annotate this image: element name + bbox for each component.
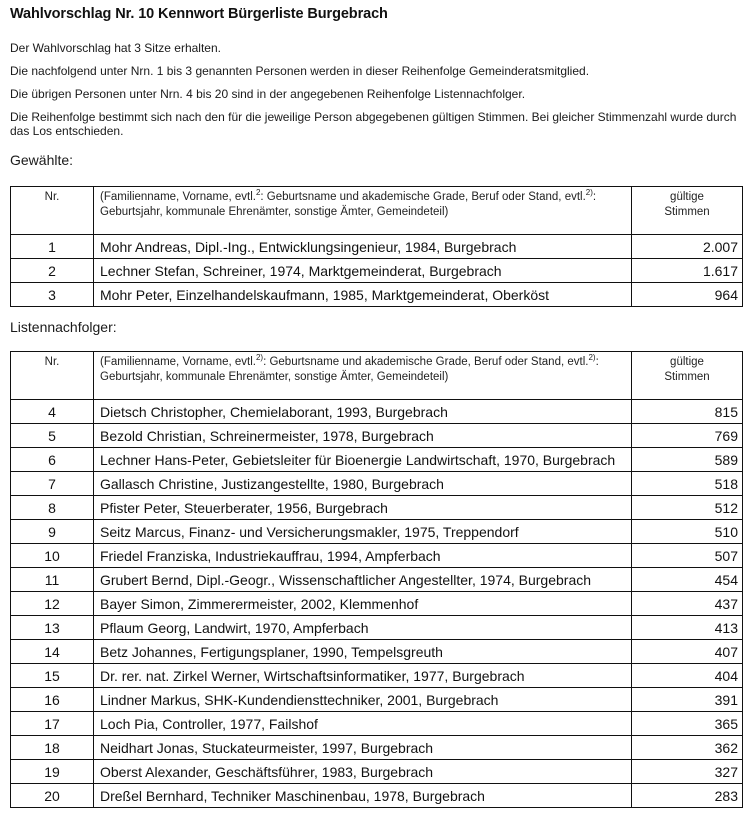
row-nr: 10 xyxy=(11,544,94,568)
row-nr: 9 xyxy=(11,520,94,544)
header-description xyxy=(94,187,632,235)
table-row xyxy=(11,544,743,568)
row-votes: 589 xyxy=(632,448,743,472)
header-votes-line2: Stimmen xyxy=(664,371,710,383)
row-nr: 20 xyxy=(11,784,94,808)
header-nr: Nr. xyxy=(11,187,94,235)
document-title: Wahlvorschlag Nr. 10 Kennwort Bürgerliste Burgebrach xyxy=(10,6,388,22)
table-row xyxy=(11,760,743,784)
row-nr: 1 xyxy=(11,235,94,259)
elected-table-header xyxy=(11,187,743,235)
table-row xyxy=(11,400,743,424)
table-row xyxy=(11,592,743,616)
row-votes: 2.007 xyxy=(632,235,743,259)
row-nr: 8 xyxy=(11,496,94,520)
footnote-marker: 2 xyxy=(255,188,261,198)
intro-elected-info: Die nachfolgend unter Nrn. 1 bis 3 genannten Personen werden in dieser Reihenfolge Gemeinderatsmitglied. xyxy=(10,64,590,78)
row-description: Lechner Stefan, Schreiner, 1974, Marktgemeinderat, Burgebrach xyxy=(94,259,632,283)
header-description xyxy=(94,352,632,400)
table-row xyxy=(11,640,743,664)
successors-table xyxy=(10,351,743,808)
row-nr: 14 xyxy=(11,640,94,664)
row-votes: 454 xyxy=(632,568,743,592)
row-nr: 16 xyxy=(11,688,94,712)
table-row xyxy=(11,616,743,640)
footnote-marker: 2) xyxy=(588,353,596,363)
header-desc-text: (Familienname, Vorname, evtl. xyxy=(100,356,256,368)
row-description: Mohr Andreas, Dipl.-Ing., Entwicklungsingenieur, 1984, Burgebrach xyxy=(94,235,632,259)
row-description: Dietsch Christopher, Chemielaborant, 1993, Burgebrach xyxy=(94,400,632,424)
row-votes: 327 xyxy=(632,760,743,784)
intro-seats: Der Wahlvorschlag hat 3 Sitze erhalten. xyxy=(10,41,221,55)
row-nr: 7 xyxy=(11,472,94,496)
row-votes: 512 xyxy=(632,496,743,520)
row-nr: 18 xyxy=(11,736,94,760)
header-votes-line1: gültige xyxy=(670,356,704,368)
table-row xyxy=(11,235,743,259)
row-nr: 2 xyxy=(11,259,94,283)
header-desc-text: : Geburtsname und akademische Grade, Beruf oder Stand, evtl. xyxy=(263,356,589,368)
table-row xyxy=(11,736,743,760)
row-nr: 13 xyxy=(11,616,94,640)
row-description: Pflaum Georg, Landwirt, 1970, Ampferbach xyxy=(94,616,632,640)
row-description: Gallasch Christine, Justizangestellte, 1980, Burgebrach xyxy=(94,472,632,496)
row-votes: 518 xyxy=(632,472,743,496)
row-votes: 510 xyxy=(632,520,743,544)
header-desc-text: : Geburtsname und akademische Grade, Beruf oder Stand, evtl. xyxy=(260,191,586,203)
row-nr: 5 xyxy=(11,424,94,448)
row-votes: 507 xyxy=(632,544,743,568)
row-votes: 391 xyxy=(632,688,743,712)
row-nr: 3 xyxy=(11,283,94,307)
row-votes: 283 xyxy=(632,784,743,808)
header-votes-line2: Stimmen xyxy=(664,206,710,218)
header-desc-text: (Familienname, Vorname, evtl. xyxy=(100,191,256,203)
successors-table-header xyxy=(11,352,743,400)
footnote-marker: 2) xyxy=(255,353,264,363)
row-description: Lindner Markus, SHK-Kundendiensttechniker, 2001, Burgebrach xyxy=(94,688,632,712)
row-description: Seitz Marcus, Finanz- und Versicherungsmakler, 1975, Treppendorf xyxy=(94,520,632,544)
table-row xyxy=(11,688,743,712)
row-votes: 437 xyxy=(632,592,743,616)
table-row xyxy=(11,448,743,472)
row-votes: 815 xyxy=(632,400,743,424)
header-desc-text: : Geburtsjahr, kommunale Ehrenämter, sonstige Ämter, Gemeindeteil) xyxy=(100,356,599,383)
table-row xyxy=(11,472,743,496)
row-description: Bayer Simon, Zimmerermeister, 2002, Klemmenhof xyxy=(94,592,632,616)
row-description: Oberst Alexander, Geschäftsführer, 1983, Burgebrach xyxy=(94,760,632,784)
table-row xyxy=(11,664,743,688)
elected-section-label: Gewählte: xyxy=(10,152,74,168)
header-votes xyxy=(632,352,743,400)
row-description: Grubert Bernd, Dipl.-Geogr., Wissenschaftlicher Angestellter, 1974, Burgebrach xyxy=(94,568,632,592)
elected-table xyxy=(10,186,743,307)
row-nr: 17 xyxy=(11,712,94,736)
row-description: Dreßel Bernhard, Techniker Maschinenbau, 1978, Burgebrach xyxy=(94,784,632,808)
row-votes: 407 xyxy=(632,640,743,664)
row-nr: 12 xyxy=(11,592,94,616)
table-row xyxy=(11,283,743,307)
table-row xyxy=(11,712,743,736)
row-description: Lechner Hans-Peter, Gebietsleiter für Bioenergie Landwirtschaft, 1970, Burgebrach xyxy=(94,448,632,472)
intro-order-rule: Die Reihenfolge bestimmt sich nach den für die jeweilige Person abgegebenen gültigen Stimmen. Bei gleicher Stimmenzahl wurde durch das Los entschieden. xyxy=(10,110,737,138)
table-row xyxy=(11,424,743,448)
row-description: Bezold Christian, Schreinermeister, 1978, Burgebrach xyxy=(94,424,632,448)
row-nr: 19 xyxy=(11,760,94,784)
table-row xyxy=(11,568,743,592)
table-row xyxy=(11,496,743,520)
row-description: Loch Pia, Controller, 1977, Failshof xyxy=(94,712,632,736)
footnote-marker: 2) xyxy=(585,188,593,198)
header-desc-text: : Geburtsjahr, kommunale Ehrenämter, sonstige Ämter, Gemeindeteil) xyxy=(100,191,597,218)
row-description: Dr. rer. nat. Zirkel Werner, Wirtschaftsinformatiker, 1977, Burgebrach xyxy=(94,664,632,688)
row-description: Friedel Franziska, Industriekauffrau, 1994, Ampferbach xyxy=(94,544,632,568)
row-description: Neidhart Jonas, Stuckateurmeister, 1997, Burgebrach xyxy=(94,736,632,760)
table-row xyxy=(11,520,743,544)
row-votes: 964 xyxy=(632,283,743,307)
row-description: Pfister Peter, Steuerberater, 1956, Burgebrach xyxy=(94,496,632,520)
row-nr: 4 xyxy=(11,400,94,424)
header-votes xyxy=(632,187,743,235)
row-votes: 404 xyxy=(632,664,743,688)
table-row xyxy=(11,259,743,283)
header-votes-line1: gültige xyxy=(670,191,704,203)
row-votes: 1.617 xyxy=(632,259,743,283)
row-nr: 6 xyxy=(11,448,94,472)
row-description: Mohr Peter, Einzelhandelskaufmann, 1985, Marktgemeinderat, Oberköst xyxy=(94,283,632,307)
row-votes: 413 xyxy=(632,616,743,640)
row-description: Betz Johannes, Fertigungsplaner, 1990, Tempelsgreuth xyxy=(94,640,632,664)
header-nr: Nr. xyxy=(11,352,94,400)
successors-section-label: Listennachfolger: xyxy=(10,319,117,335)
intro-successors-info: Die übrigen Personen unter Nrn. 4 bis 20 sind in der angegebenen Reihenfolge Listennachfolger. xyxy=(10,87,526,101)
row-nr: 11 xyxy=(11,568,94,592)
row-votes: 362 xyxy=(632,736,743,760)
row-votes: 365 xyxy=(632,712,743,736)
row-votes: 769 xyxy=(632,424,743,448)
row-nr: 15 xyxy=(11,664,94,688)
table-row xyxy=(11,784,743,808)
